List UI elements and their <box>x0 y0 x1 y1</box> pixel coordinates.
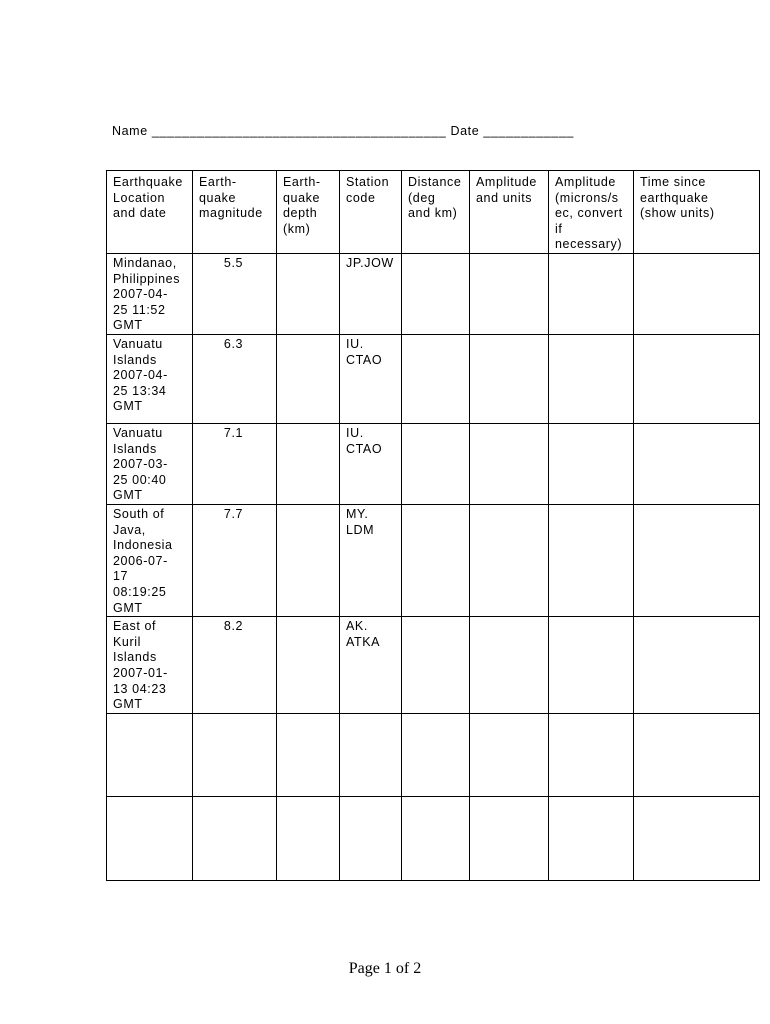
cell-amplitude-converted[interactable] <box>549 423 634 504</box>
table-row <box>107 617 760 714</box>
cell-location: South of Java, Indonesia 2006-07- 17 08:19:25 GMT <box>107 504 193 616</box>
cell-magnitude: 6.3 <box>193 334 277 423</box>
table-row <box>107 423 760 504</box>
cell-magnitude[interactable] <box>193 796 277 880</box>
column-header-distance: Distance (deg and km) <box>402 171 470 254</box>
cell-location[interactable] <box>107 796 193 880</box>
cell-distance[interactable] <box>402 423 470 504</box>
table-row <box>107 796 760 880</box>
column-header-depth: Earth- quake depth (km) <box>277 171 340 254</box>
cell-depth[interactable] <box>277 253 340 334</box>
cell-amplitude[interactable] <box>470 796 549 880</box>
cell-amplitude-converted[interactable] <box>549 504 634 616</box>
cell-distance[interactable] <box>402 713 470 796</box>
name-label: Name <box>112 124 148 138</box>
cell-location: East of Kuril Islands 2007-01- 13 04:23 GMT <box>107 617 193 714</box>
name-blank[interactable]: _______________________________________ <box>151 124 447 138</box>
date-label: Date <box>450 124 480 138</box>
cell-depth[interactable] <box>277 796 340 880</box>
date-blank[interactable]: ____________ <box>483 124 574 138</box>
cell-time-since[interactable] <box>634 713 760 796</box>
cell-amplitude[interactable] <box>470 617 549 714</box>
cell-location: Vanuatu Islands 2007-04- 25 13:34 GMT <box>107 334 193 423</box>
cell-time-since[interactable] <box>634 796 760 880</box>
column-header-time-since: Time since earthquake (show units) <box>634 171 760 254</box>
column-header-location: Earthquake Location and date <box>107 171 193 254</box>
cell-magnitude[interactable] <box>193 713 277 796</box>
page-number: Page 1 of 2 <box>348 960 422 977</box>
cell-magnitude: 8.2 <box>193 617 277 714</box>
cell-depth[interactable] <box>277 423 340 504</box>
column-header-amplitude: Amplitude and units <box>470 171 549 254</box>
cell-time-since[interactable] <box>634 334 760 423</box>
cell-location[interactable] <box>107 713 193 796</box>
cell-distance[interactable] <box>402 504 470 616</box>
cell-time-since[interactable] <box>634 423 760 504</box>
cell-depth[interactable] <box>277 504 340 616</box>
cell-location: Mindanao, Philippines 2007-04- 25 11:52 GMT <box>107 253 193 334</box>
table-row <box>107 713 760 796</box>
cell-amplitude-converted[interactable] <box>549 617 634 714</box>
cell-time-since[interactable] <box>634 504 760 616</box>
cell-station: JP.JOW <box>340 253 402 334</box>
earthquake-worksheet-table <box>106 170 760 881</box>
cell-station: AK. ATKA <box>340 617 402 714</box>
cell-time-since[interactable] <box>634 617 760 714</box>
cell-station: MY. LDM <box>340 504 402 616</box>
table-row <box>107 253 760 334</box>
cell-magnitude: 7.1 <box>193 423 277 504</box>
cell-station: IU. CTAO <box>340 423 402 504</box>
cell-amplitude[interactable] <box>470 713 549 796</box>
table-row <box>107 334 760 423</box>
cell-station: IU. CTAO <box>340 334 402 423</box>
cell-amplitude[interactable] <box>470 253 549 334</box>
cell-distance[interactable] <box>402 253 470 334</box>
cell-depth[interactable] <box>277 713 340 796</box>
cell-amplitude[interactable] <box>470 423 549 504</box>
cell-depth[interactable] <box>277 334 340 423</box>
cell-amplitude-converted[interactable] <box>549 796 634 880</box>
cell-depth[interactable] <box>277 617 340 714</box>
cell-magnitude: 7.7 <box>193 504 277 616</box>
cell-magnitude: 5.5 <box>193 253 277 334</box>
cell-location: Vanuatu Islands 2007-03- 25 00:40 GMT <box>107 423 193 504</box>
name-date-line <box>112 124 574 138</box>
cell-amplitude-converted[interactable] <box>549 334 634 423</box>
column-header-amplitude-converted: Amplitude (microns/s ec, convert if necessary) <box>549 171 634 254</box>
column-header-station: Station code <box>340 171 402 254</box>
cell-distance[interactable] <box>402 796 470 880</box>
cell-distance[interactable] <box>402 334 470 423</box>
cell-amplitude[interactable] <box>470 334 549 423</box>
cell-amplitude[interactable] <box>470 504 549 616</box>
cell-distance[interactable] <box>402 617 470 714</box>
table-header-row <box>107 171 760 254</box>
cell-amplitude-converted[interactable] <box>549 253 634 334</box>
cell-time-since[interactable] <box>634 253 760 334</box>
cell-station[interactable] <box>340 796 402 880</box>
cell-amplitude-converted[interactable] <box>549 713 634 796</box>
table-row <box>107 504 760 616</box>
cell-station[interactable] <box>340 713 402 796</box>
column-header-magnitude: Earth- quake magnitude <box>193 171 277 254</box>
